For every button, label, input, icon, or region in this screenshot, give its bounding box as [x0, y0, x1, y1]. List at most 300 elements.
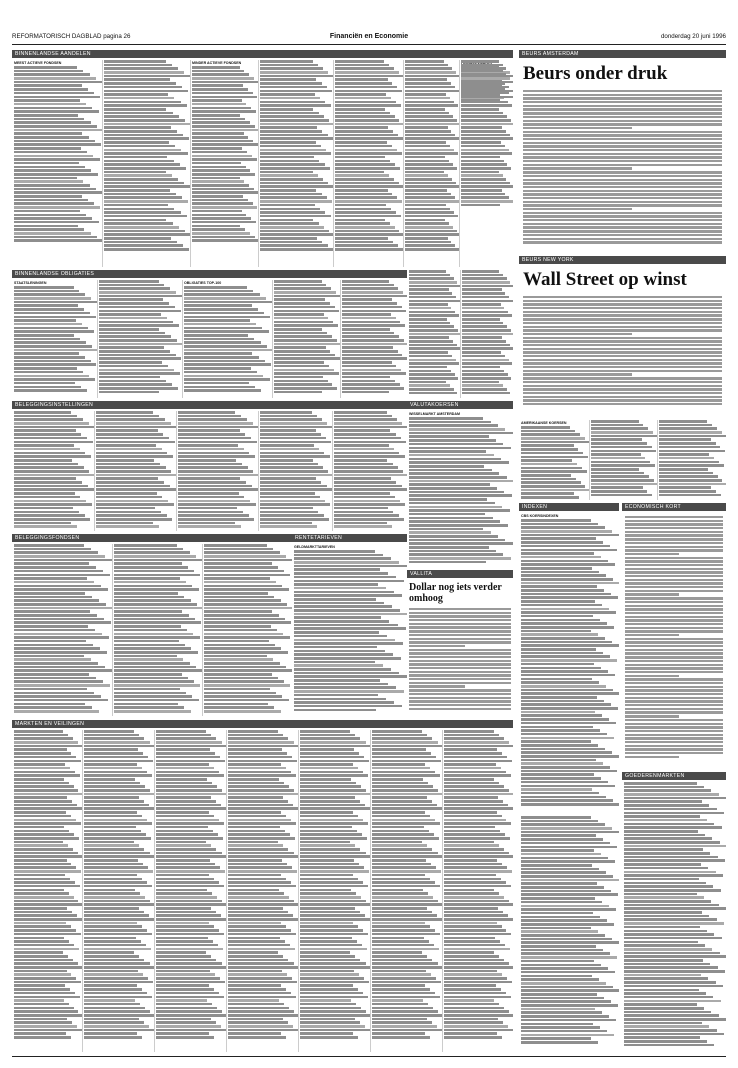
- text-line: [84, 833, 146, 836]
- text-line: [342, 350, 398, 353]
- text-line: [409, 520, 500, 523]
- text-line: [300, 1010, 366, 1013]
- text-line: [624, 1014, 719, 1017]
- text-line: [228, 878, 286, 881]
- text-line: [409, 619, 511, 621]
- text-line: [14, 692, 94, 695]
- text-line: [99, 372, 180, 375]
- text-line: [409, 704, 511, 706]
- text-line: [260, 433, 321, 436]
- text-line: [178, 452, 249, 455]
- text-line: [521, 781, 608, 784]
- text-line: [523, 105, 722, 107]
- text-line: [14, 992, 75, 995]
- text-line: [156, 1032, 209, 1035]
- text-line: [409, 663, 511, 665]
- text-line: [184, 290, 253, 293]
- text-line: [521, 492, 574, 495]
- text-line: [228, 984, 281, 987]
- text-line: [372, 811, 425, 814]
- text-line: [178, 514, 249, 517]
- text-line: [114, 625, 181, 628]
- text-line: [624, 845, 726, 848]
- text-line: [521, 949, 603, 952]
- text-line: [521, 692, 619, 695]
- text-line: [659, 472, 713, 475]
- text-line: [409, 539, 505, 542]
- text-line: [99, 306, 175, 309]
- text-line: [228, 896, 289, 899]
- text-line: [591, 494, 652, 497]
- text-line: [523, 219, 722, 221]
- subhead-meest-actieve: MEEST ACTIEVE FONDSEN: [14, 61, 62, 65]
- text-line: [14, 81, 102, 84]
- text-line: [14, 507, 73, 510]
- text-line: [156, 999, 207, 1002]
- text-line: [14, 603, 106, 606]
- text-line: [521, 582, 619, 585]
- text-line: [523, 307, 722, 309]
- text-line: [444, 826, 495, 829]
- text-line: [192, 66, 240, 69]
- text-line: [156, 889, 207, 892]
- text-line: [114, 610, 182, 613]
- text-line: [178, 500, 250, 503]
- text-line: [274, 291, 336, 294]
- text-line: [334, 448, 394, 451]
- text-line: [156, 937, 208, 940]
- text-line: [521, 652, 603, 655]
- text-line: [156, 970, 210, 973]
- text-line: [84, 756, 148, 759]
- text-line: [178, 448, 244, 451]
- text-line: [372, 830, 429, 833]
- text-line: [260, 522, 312, 525]
- text-line: [204, 562, 272, 565]
- text-line: [260, 204, 315, 207]
- text-line: [99, 328, 159, 331]
- text-line: [114, 680, 194, 683]
- text-line: [521, 882, 597, 885]
- text-line: [114, 618, 195, 621]
- text-line: [178, 507, 237, 510]
- text-line: [409, 517, 493, 520]
- text-line: [521, 619, 600, 622]
- text-line: [300, 782, 356, 785]
- text-line: [300, 833, 362, 836]
- text-line: [300, 959, 360, 962]
- text-line: [523, 303, 722, 305]
- text-line: [228, 914, 293, 917]
- text-line: [84, 962, 150, 965]
- text-line: [444, 881, 506, 884]
- text-line: [14, 804, 77, 807]
- text-line: [335, 108, 385, 111]
- text-line: [274, 391, 322, 394]
- text-line: [260, 514, 324, 517]
- text-line: [84, 855, 155, 858]
- text-line: [260, 178, 323, 181]
- text-line: [372, 756, 436, 759]
- text-line: [204, 677, 278, 680]
- text-line: [409, 685, 465, 687]
- text-line: [84, 1018, 139, 1021]
- text-line: [14, 184, 90, 187]
- text-line: [300, 852, 366, 855]
- text-line: [462, 329, 511, 332]
- text-line: [14, 774, 80, 777]
- text-line: [260, 230, 329, 233]
- text-line: [204, 688, 270, 691]
- text-line: [461, 134, 510, 137]
- text-line: [409, 432, 513, 435]
- text-line: [228, 973, 287, 976]
- text-line: [521, 737, 614, 740]
- text-line: [444, 1025, 508, 1028]
- text-line: [104, 185, 190, 188]
- text-line: [192, 77, 254, 80]
- text-line: [204, 699, 289, 702]
- text-line: [99, 310, 181, 313]
- text-line: [114, 703, 178, 706]
- text-line: [334, 422, 402, 425]
- text-line: [521, 444, 574, 447]
- text-line: [104, 101, 181, 104]
- text-line: [409, 461, 509, 464]
- text-line: [99, 317, 167, 320]
- text-line: [96, 455, 173, 458]
- text-line: [624, 985, 723, 988]
- text-line: [84, 793, 155, 796]
- text-line: [523, 403, 722, 405]
- text-line: [334, 426, 407, 429]
- text-line: [591, 483, 658, 486]
- text-line: [342, 343, 407, 346]
- text-line: [335, 204, 386, 207]
- text-line: [409, 546, 489, 549]
- text-line: [409, 483, 490, 486]
- text-line: [462, 392, 510, 395]
- text-line: [523, 226, 722, 228]
- text-line: [521, 714, 602, 717]
- text-line: [521, 788, 592, 791]
- text-line: [521, 912, 593, 915]
- text-line: [14, 859, 67, 862]
- text-line: [14, 518, 90, 521]
- text-line: [409, 300, 460, 303]
- text-line: [405, 71, 456, 74]
- text-line: [521, 655, 610, 658]
- text-line: [96, 422, 171, 425]
- text-line: [84, 955, 139, 958]
- text-line: [260, 219, 313, 222]
- text-line: [274, 346, 326, 349]
- text-line: [294, 554, 383, 557]
- text-line: [104, 97, 174, 100]
- text-line: [178, 474, 259, 477]
- text-line: [444, 815, 502, 818]
- text-line: [444, 1036, 502, 1039]
- text-line: [521, 982, 606, 985]
- text-line: [624, 911, 702, 914]
- text-line: [192, 125, 255, 128]
- text-line: [156, 903, 227, 906]
- text-line: [462, 311, 508, 314]
- text-line: [624, 900, 711, 903]
- text-line: [104, 145, 175, 148]
- text-line: [405, 211, 454, 214]
- text-line: [14, 382, 75, 385]
- text-line: [521, 541, 603, 544]
- text-line: [300, 1025, 365, 1028]
- text-line: [625, 667, 723, 669]
- text-line: [260, 237, 317, 240]
- text-line: [523, 241, 722, 243]
- text-line: [228, 951, 278, 954]
- text-line: [228, 782, 284, 785]
- text-line: [409, 674, 511, 676]
- text-line: [104, 130, 177, 133]
- text-line: [14, 925, 71, 928]
- text-line: [624, 955, 726, 958]
- text-line: [521, 871, 606, 874]
- text-line: [114, 548, 183, 551]
- text-line: [591, 446, 652, 449]
- text-line: [625, 678, 723, 680]
- text-line: [260, 163, 325, 166]
- text-line: [372, 848, 432, 851]
- text-line: [521, 537, 596, 540]
- text-line: [521, 1037, 591, 1040]
- text-line: [204, 644, 275, 647]
- text-line: [521, 667, 601, 670]
- text-line: [274, 298, 325, 301]
- text-line: [156, 981, 225, 984]
- text-line: [521, 545, 610, 548]
- text-line: [14, 677, 96, 680]
- text-line: [591, 438, 642, 441]
- text-line: [228, 789, 294, 792]
- text-line: [624, 808, 717, 811]
- text-line: [444, 841, 494, 844]
- text-line: [14, 655, 84, 658]
- text-line: [462, 270, 499, 273]
- text-line: [625, 612, 723, 614]
- text-line: [625, 627, 723, 629]
- text-line: [462, 347, 513, 350]
- text-line: [192, 199, 248, 202]
- text-line: [156, 992, 219, 995]
- text-line: [461, 81, 513, 84]
- text-line: [114, 555, 196, 558]
- text-line: [14, 889, 64, 892]
- text-line: [14, 180, 83, 183]
- text-line: [204, 647, 281, 650]
- text-line: [625, 586, 723, 588]
- text-line: [114, 621, 201, 624]
- text-line: [444, 848, 504, 851]
- text-line: [156, 984, 209, 987]
- text-line: [523, 392, 722, 394]
- text-line: [444, 785, 504, 788]
- text-line: [372, 771, 435, 774]
- text-line: [260, 411, 312, 414]
- text-line: [14, 907, 67, 910]
- text-line: [521, 964, 601, 967]
- dollar-headline: Dollar nog iets verder omhoog: [409, 582, 502, 604]
- text-line: [192, 210, 242, 213]
- text-line: [625, 723, 723, 725]
- text-line: [461, 112, 503, 115]
- markten-text: [12, 730, 513, 1052]
- text-line: [204, 666, 286, 669]
- text-line: [156, 1025, 221, 1028]
- text-line: [521, 674, 615, 677]
- text-line: [444, 929, 506, 932]
- text-line: [114, 673, 182, 676]
- text-line: [625, 671, 723, 673]
- text-line: [228, 767, 286, 770]
- text-line: [444, 730, 494, 733]
- text-line: [260, 185, 334, 188]
- text-line: [228, 1018, 283, 1021]
- text-line: [521, 1041, 598, 1044]
- text-line: [521, 897, 595, 900]
- text-line: [192, 188, 254, 191]
- text-line: [104, 156, 167, 159]
- text-line: [444, 907, 498, 910]
- text-line: [184, 338, 254, 341]
- text-line: [523, 175, 722, 177]
- table-valutakoersen: [407, 411, 513, 566]
- text-line: [14, 66, 77, 69]
- text-line: [372, 1029, 442, 1032]
- text-line: [228, 811, 281, 814]
- text-line: [523, 90, 722, 92]
- text-line: [14, 819, 76, 822]
- text-line: [521, 770, 617, 773]
- text-line: [14, 173, 98, 176]
- text-line: [523, 108, 722, 110]
- text-line: [444, 962, 509, 965]
- text-line: [372, 826, 424, 829]
- text-line: [342, 298, 392, 301]
- text-line: [372, 992, 435, 995]
- text-line: [372, 907, 427, 910]
- text-line: [274, 284, 326, 287]
- text-line: [294, 620, 389, 623]
- text-line: [372, 878, 430, 881]
- text-line: [521, 496, 579, 499]
- text-line: [228, 796, 283, 799]
- text-line: [335, 178, 394, 181]
- text-line: [405, 163, 453, 166]
- text-line: [184, 382, 249, 385]
- text-line: [228, 774, 296, 777]
- text-line: [523, 355, 722, 357]
- text-line: [14, 367, 77, 370]
- text-line: [14, 525, 77, 528]
- text-line: [192, 236, 255, 239]
- text-line: [624, 1033, 724, 1036]
- text-line: [114, 574, 200, 577]
- text-line: [461, 115, 507, 118]
- text-line: [184, 345, 267, 348]
- text-line: [260, 101, 325, 104]
- text-line: [409, 373, 455, 376]
- text-line: [156, 951, 206, 954]
- text-line: [335, 208, 391, 211]
- text-line: [14, 96, 100, 99]
- section-rentetarieven: RENTETARIEVEN: [292, 534, 407, 542]
- text-line: [372, 752, 431, 755]
- text-line: [624, 830, 698, 833]
- text-line: [521, 663, 594, 666]
- text-line: [294, 568, 380, 571]
- text-line: [104, 86, 182, 89]
- text-line: [521, 967, 608, 970]
- text-line: [228, 889, 279, 892]
- text-line: [114, 688, 180, 691]
- text-line: [372, 1025, 437, 1028]
- text-line: [624, 907, 726, 910]
- text-line: [521, 890, 611, 893]
- text-line: [444, 804, 508, 807]
- text-line: [342, 339, 404, 342]
- text-line: [659, 446, 720, 449]
- text-line: [300, 1029, 370, 1032]
- text-line: [204, 592, 268, 595]
- text-line: [409, 626, 511, 628]
- section-binnenlandse-obligaties: BINNENLANDSE OBLIGATIES: [12, 270, 407, 278]
- text-line: [625, 568, 723, 570]
- text-line: [591, 464, 655, 467]
- text-line: [405, 233, 460, 236]
- text-line: [204, 629, 277, 632]
- text-line: [184, 349, 273, 352]
- text-line: [14, 1029, 82, 1032]
- text-line: [184, 319, 250, 322]
- text-line: [260, 126, 317, 129]
- text-line: [14, 703, 85, 706]
- text-line: [521, 938, 612, 941]
- text-line: [204, 703, 268, 706]
- text-line: [521, 600, 595, 603]
- text-line: [96, 444, 156, 447]
- section-economisch-kort: ECONOMISCH KORT: [622, 503, 726, 511]
- text-line: [591, 475, 649, 478]
- text-line: [409, 476, 507, 479]
- text-line: [461, 178, 506, 181]
- text-line: [523, 326, 722, 328]
- text-line: [84, 984, 137, 987]
- text-line: [192, 73, 249, 76]
- text-line: [335, 75, 404, 78]
- text-line: [342, 291, 403, 294]
- text-line: [625, 516, 723, 518]
- text-line: [462, 370, 504, 373]
- text-line: [178, 459, 236, 462]
- text-line: [300, 1021, 360, 1024]
- text-line: [461, 77, 510, 80]
- text-line: [14, 330, 94, 333]
- text-line: [294, 639, 395, 642]
- text-line: [300, 767, 358, 770]
- text-line: [104, 90, 188, 93]
- text-line: [156, 822, 224, 825]
- text-line: [409, 480, 513, 483]
- text-line: [114, 633, 193, 636]
